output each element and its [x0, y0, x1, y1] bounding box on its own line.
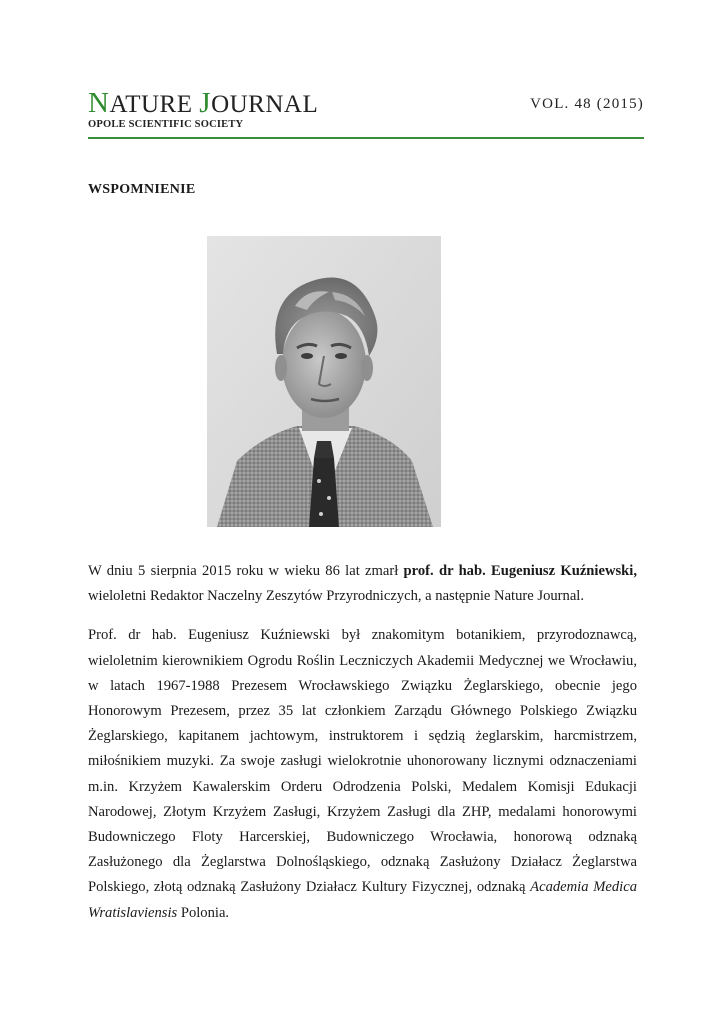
portrait-photo [207, 236, 441, 527]
paragraph-1-intro: W dniu 5 sierpnia 2015 roku w wieku 86 lat zmarł [88, 563, 404, 579]
journal-title-initial-n: N [88, 87, 110, 119]
paragraph-1 [88, 559, 637, 609]
deceased-name: prof. dr hab. Eugeniusz Kuźniewski, [403, 563, 637, 579]
award-name-italic: Academia Medica Wratislaviensis [88, 879, 638, 921]
volume-label: VOL. 48 (2015) [530, 96, 644, 112]
header-rule [88, 137, 644, 139]
journal-header [88, 88, 644, 140]
journal-title-word-2: OURNAL [211, 91, 319, 118]
paragraph-2 [88, 623, 637, 925]
section-heading: WSPOMNIENIE [88, 182, 196, 197]
society-name: OPOLE SCIENTIFIC SOCIETY [88, 119, 244, 130]
memorial-text [88, 559, 637, 940]
journal-title [88, 88, 318, 120]
journal-title-initial-j: J [199, 87, 212, 119]
portrait-illustration [207, 236, 441, 527]
journal-title-word-1: ATURE [109, 91, 193, 118]
paragraph-1-rest: wieloletni Redaktor Naczelny Zeszytów Przyrodniczych, a następnie Nature Journal. [88, 588, 585, 605]
paragraph-2-end: Polonia. [177, 904, 230, 921]
paragraph-2-text: Prof. dr hab. Eugeniusz Kuźniewski był znakomitym botanikiem, przyrodoznawcą, wieloletnim kierownikiem Ogrodu Roślin Leczniczych Akademii Medycznej we Wrocławiu, w latach 1967-1988 Prezesem Wrocławskiego Związku Żeglarskiego, obecnie jego Honorowym Prezesem, przez 35 lat członkiem Zarządu Głównego Polskiego Związku Żeglarskiego, kapitanem jachtowym, instruktorem i sędzią żeglarskim, harcmistrzem, miłośnikiem muzyki. Za swoje zasługi wielokrotnie uhonorowany licznymi odznaczeniami m.in. Krzyżem Kawalerskim Orderu Odrodzenia Polski, Medalem Komisji Edukacji Narodowej, Złotym Krzyżem Zasługi, Krzyżem Zasługi dla ZHP, medalami honorowymi Budowniczego Floty Harcerskiej, Budowniczego Wrocławia, honorową odznaką Zasłużonego dla Żeglarstwa Dolnośląskiego, odznaką Zasłużony Działacz Żeglarstwa Polskiego, złotą odznaką Zasłużony Działacz Kultury Fizycznej, odznaką [88, 627, 637, 896]
